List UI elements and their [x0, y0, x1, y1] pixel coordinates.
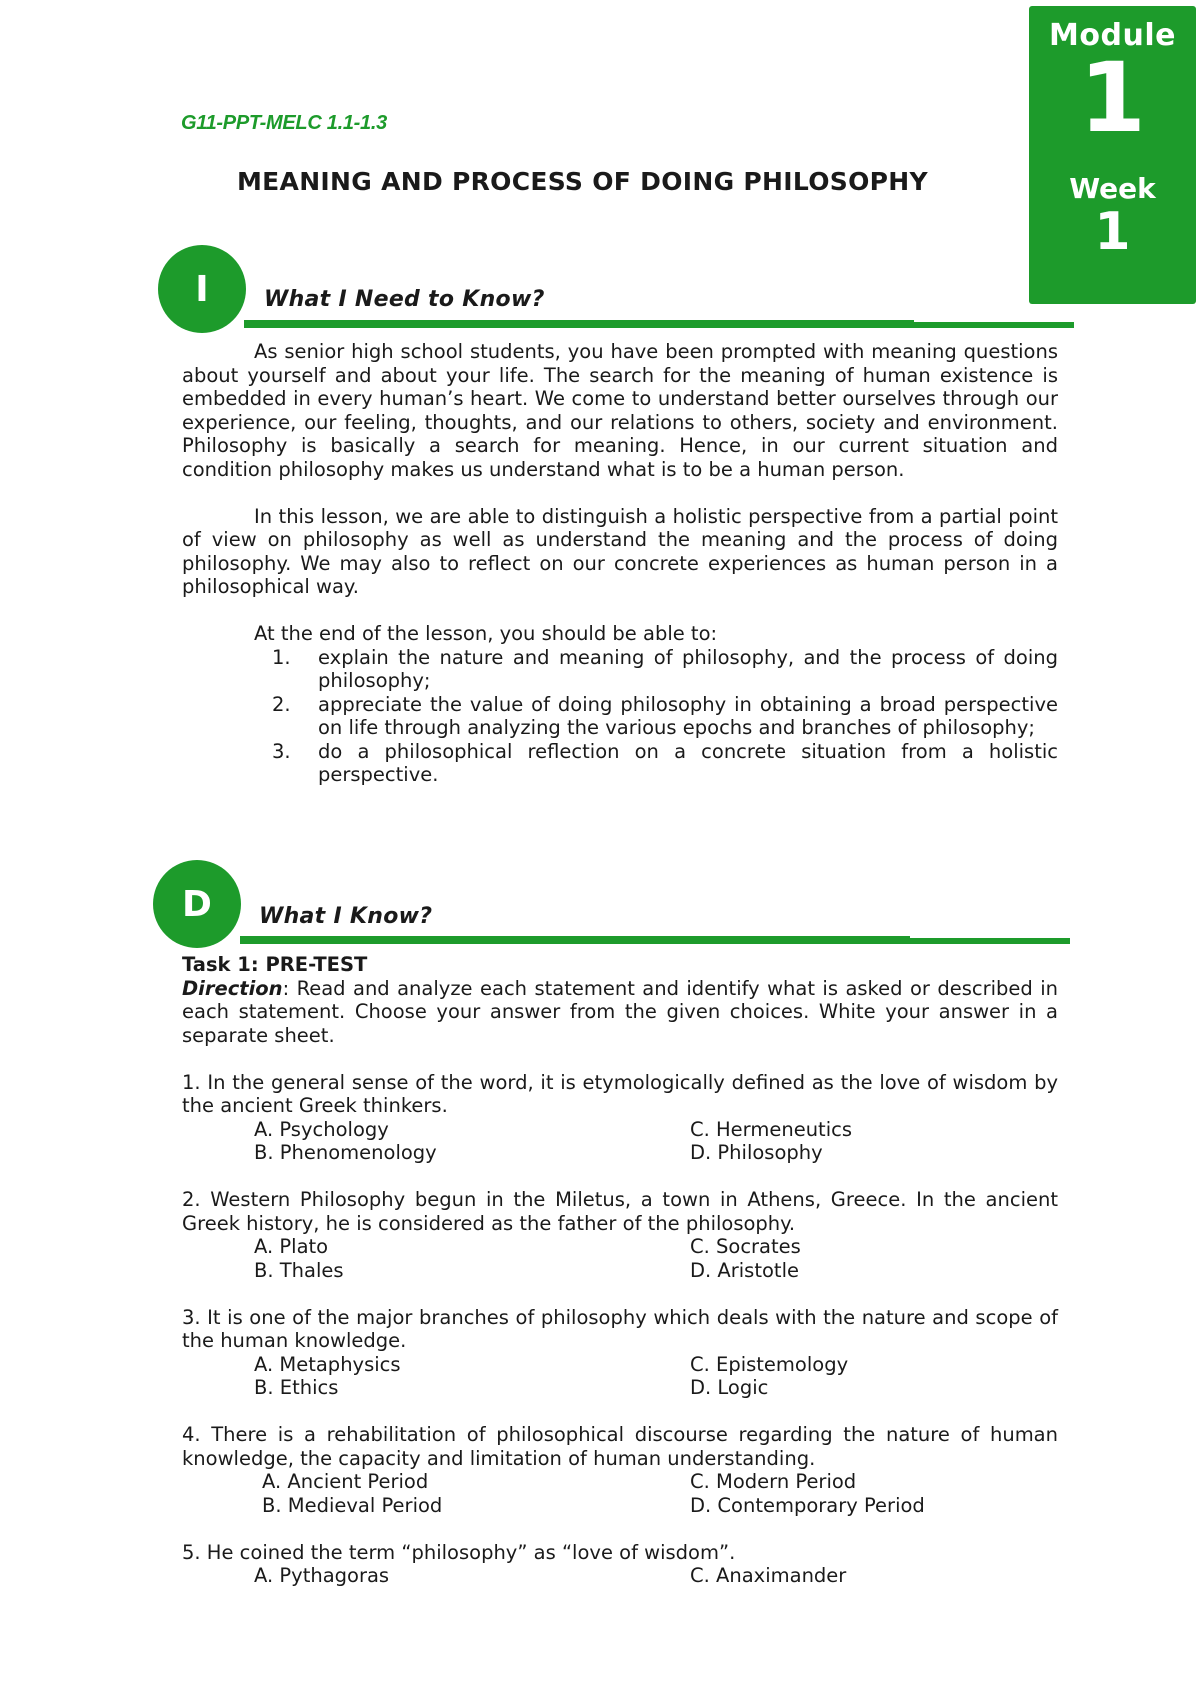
answer-choices: [254, 1118, 1058, 1165]
choice-d: D. Philosophy: [690, 1141, 823, 1164]
intro-paragraph-2: In this lesson, we are able to distinguish a holistic perspective from a partial point of view on philosophy as well as understand the meaning and the process of doing philosophy. We may also to reflect on our concrete experiences as human person in a philosophical way.: [182, 504, 1058, 598]
intro-paragraph-1: As senior high school students, you have been prompted with meaning questions about yourself and about your life. The search for the meaning of human existence is embedded in every human’s heart. We come to understand better ourselves through our experience, our feeling, thoughts, and our relations to others, society and environment. Philosophy is basically a search for meaning. Hence, in our current situation and condition philosophy makes us understand what is to be a human person.: [182, 340, 1058, 481]
module-number: 1: [1079, 42, 1146, 154]
choice-a: A. Ancient Period: [262, 1470, 429, 1493]
objective-item: 3. do a philosophical reflection on a concrete situation from a holistic perspective.: [272, 739, 1058, 786]
week-number: 1: [1094, 202, 1131, 262]
choice-b: B. Ethics: [254, 1376, 339, 1399]
answer-choices: [254, 1564, 1058, 1588]
choice-c: C. Socrates: [690, 1235, 801, 1258]
section-d-icon: [153, 860, 241, 948]
answer-choices: [254, 1235, 1058, 1282]
objectives-intro: At the end of the lesson, you should be able to:: [254, 622, 718, 645]
answer-choices: [254, 1353, 1058, 1400]
task-title: Task 1: PRE-TEST: [182, 953, 368, 976]
competency-code: G11-PPT-MELC 1.1-1.3: [181, 112, 387, 134]
choice-c: C. Anaximander: [690, 1564, 847, 1587]
objective-item: 1. explain the nature and meaning of philosophy, and the process of doing philosophy;: [272, 645, 1058, 692]
section-heading-what-i-need-to-know: What I Need to Know?: [264, 287, 545, 312]
week-label: Week: [1069, 172, 1156, 205]
choice-c: C. Modern Period: [690, 1470, 857, 1493]
question-text: 1. In the general sense of the word, it is etymologically defined as the love of wisdom by the ancient Greek thinkers.: [182, 1070, 1058, 1117]
section-i-body: [182, 340, 1058, 787]
section-d-divider: [240, 938, 1070, 944]
choice-a: A. Metaphysics: [254, 1352, 401, 1376]
choice-d: D. Aristotle: [690, 1258, 799, 1282]
direction-text: : Read and analyze each statement and identify what is asked or described in each statement. Choose your answer from the given choices. White your answer in a separate sheet.: [182, 976, 1058, 1047]
question-item: [182, 1071, 1058, 1165]
choice-c: C. Epistemology: [690, 1352, 849, 1376]
question-text: 2. Western Philosophy begun in the Miletus, a town in Athens, Greece. In the ancient Greek history, he is considered as the father of the philosophy.: [182, 1188, 1058, 1235]
choice-b: B. Medieval Period: [262, 1493, 443, 1517]
section-i-icon: [158, 245, 246, 333]
question-text: 5. He coined the term “philosophy” as “love of wisdom”.: [182, 1540, 736, 1564]
module-label: Module: [1049, 18, 1176, 53]
objective-item: 2. appreciate the value of doing philosophy in obtaining a broad perspective on life through analyzing the various epochs and branches of philosophy;: [272, 692, 1058, 739]
objectives-list: [254, 646, 1058, 787]
choice-b: B. Phenomenology: [254, 1141, 437, 1164]
question-text: 4. There is a rehabilitation of philosophical discourse regarding the nature of human knowledge, the capacity and limitation of human understanding.: [182, 1423, 1058, 1470]
direction: [182, 977, 1058, 1048]
section-heading-what-i-know: What I Know?: [259, 904, 433, 929]
choice-c: C. Hermeneutics: [690, 1117, 852, 1141]
module-week-badge: [1029, 6, 1196, 304]
choice-b: B. Thales: [254, 1258, 344, 1282]
direction-label: Direction: [182, 976, 283, 1000]
section-d-letter: D: [182, 883, 212, 925]
section-i-letter: I: [195, 268, 209, 310]
question-item: [182, 1541, 1058, 1588]
question-item: [182, 1188, 1058, 1282]
choice-a: A. Psychology: [254, 1117, 389, 1141]
choice-d: D. Logic: [690, 1376, 769, 1399]
answer-choices: [262, 1470, 1058, 1517]
choice-a: A. Plato: [254, 1235, 329, 1258]
choice-a: A. Pythagoras: [254, 1564, 390, 1587]
page-title: MEANING AND PROCESS OF DOING PHILOSOPHY: [237, 167, 928, 196]
pre-test: [182, 953, 1058, 1588]
question-text: 3. It is one of the major branches of philosophy which deals with the nature and scope of the human knowledge.: [182, 1305, 1058, 1352]
question-item: [182, 1306, 1058, 1400]
section-i-divider: [244, 322, 1074, 328]
question-item: [182, 1423, 1058, 1517]
choice-d: D. Contemporary Period: [690, 1493, 925, 1517]
